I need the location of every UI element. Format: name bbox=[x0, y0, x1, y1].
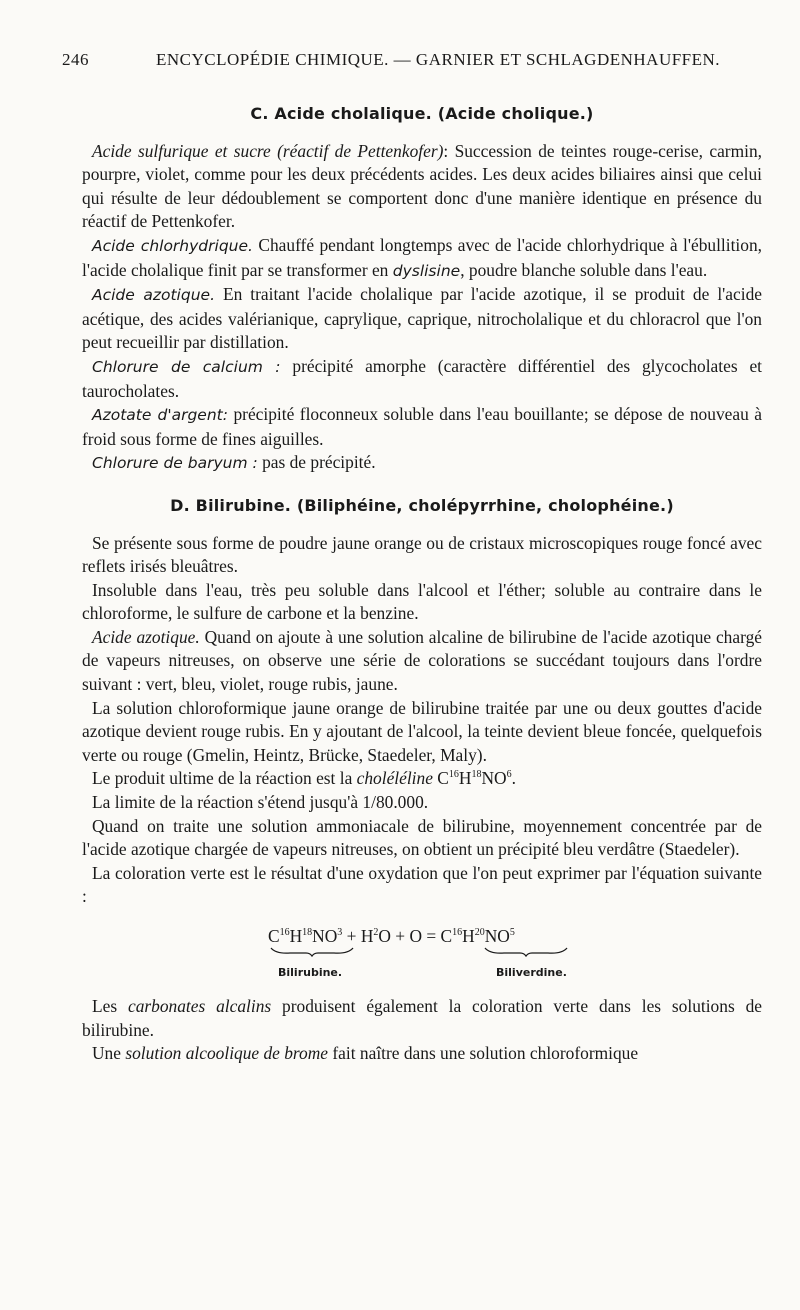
reagent-term: solution alcoolique de brome bbox=[125, 1043, 329, 1064]
reagent-term: Azotate d'argent: bbox=[92, 406, 228, 425]
reagent-term: Acide azotique. bbox=[92, 286, 215, 305]
paragraph: Quand on traite une solution ammoniacale de bilirubine, moyennement concentrée par de l'acide azotique chargée de vapeurs nitreuses, on obtient un précipité bleu verdâtre (Staedeler). bbox=[82, 815, 762, 860]
section-d-heading: D. Bilirubine. (Biliphéine, cholépyrrhine, cholophéine.) bbox=[170, 495, 674, 515]
paragraph bbox=[82, 626, 762, 697]
paragraph-text: : Succession de teintes rouge-cerise, carmin, pourpre, violet, comme pour les deux précédents acides. Les deux acides biliaires ainsi que celui qui résulte de leur dédoublement se comportent donc d'une manière identique en présence du réactif de Pettenkofer. bbox=[82, 140, 762, 232]
formula-water: $H^2O$ bbox=[360, 926, 391, 946]
formula-biliverdine: $C^{16}H^{20}NO^5$ bbox=[440, 926, 515, 946]
paragraph bbox=[82, 140, 762, 234]
paragraph-text: En traitant l'acide cholalique par l'acide azotique, il se produit de l'acide acétique, des acides valérianique, caprylique, caprique, nitrocholalique et du chloracrol que l'on peut recueillir par distillation. bbox=[82, 284, 762, 353]
paragraph: Une solution alcoolique de brome fait naître dans une solution chloroformique bbox=[92, 1043, 639, 1064]
paragraph-text: précipité floconneux soluble dans l'eau bouillante; se dépose de nouveau à froid sous forme de fines aiguilles. bbox=[82, 404, 762, 449]
reagent-term: Acide sulfurique et sucre (réactif de Pettenkofer) bbox=[92, 140, 444, 161]
plus-sign: + bbox=[390, 926, 410, 946]
paragraph-text: Quand on ajoute à une solution alcaline de bilirubine de l'acide azotique chargé de vapeurs nitreuses, on observe une série de colorations se succédant toujours dans l'ordre suivant : vert, bleu, violet, rouge rubis, jaune. bbox=[82, 626, 762, 695]
equals-sign: = bbox=[422, 926, 441, 946]
paragraph bbox=[82, 451, 762, 476]
reagent-term: Acide azotique. bbox=[92, 626, 200, 647]
reagent-term: Chlorure de calcium : bbox=[92, 357, 281, 376]
paragraph: La solution chloroformique jaune orange de bilirubine traitée par une ou deux gouttes d'acide azotique devient rouge rubis. En y ajoutant de l'alcool, la teinte devient bleue foncée, quelquefois verte ou rouge (Gmelin, Heintz, Brücke, Staedeler, Maly). bbox=[82, 697, 762, 765]
plus-sign: + bbox=[342, 926, 361, 946]
paragraph: Insoluble dans l'eau, très peu soluble dans l'alcool et l'éther; soluble au contraire dans le chloroforme, le sulfure de carbone et la benzine. bbox=[82, 579, 762, 624]
paragraph: Les carbonates alcalins produisent également la coloration verte dans les solutions de bilirubine. bbox=[82, 996, 762, 1040]
paragraph bbox=[82, 234, 762, 283]
paragraph: La limite de la réaction s'étend jusqu'à 1/80.000. bbox=[92, 792, 429, 813]
underbrace-left bbox=[270, 947, 354, 957]
formula: $C^{16}H^{18}NO^6$. bbox=[437, 768, 516, 789]
paragraph bbox=[82, 355, 762, 403]
paragraph-text: , poudre blanche soluble dans l'eau. bbox=[460, 259, 708, 280]
paragraph: La coloration verte est le résultat d'une oxydation que l'on peut exprimer par l'équation suivante : bbox=[82, 862, 762, 907]
formula-oxygen: O bbox=[409, 926, 423, 946]
formula-bilirubine: $C^{16}H^{18}NO^3$ bbox=[268, 926, 343, 946]
reagent-term: Acide chlorhydrique. bbox=[92, 236, 253, 255]
reagent-term: Chlorure de baryum : bbox=[92, 454, 258, 473]
reagent-term: carbonates alcalins bbox=[127, 996, 272, 1016]
equation-line bbox=[268, 925, 515, 949]
label-bilirubine: Bilirubine. bbox=[278, 966, 343, 979]
page-body bbox=[82, 102, 762, 1066]
product-term: dyslisine bbox=[392, 261, 461, 280]
section-c-heading: C. Acide cholalique. (Acide cholique.) bbox=[250, 104, 594, 123]
paragraph-text: Le produit ultime de la réaction est la bbox=[92, 768, 357, 789]
paragraph bbox=[82, 767, 762, 791]
paragraph-text: pas de précipité. bbox=[257, 452, 376, 473]
page-number: 246 bbox=[62, 50, 89, 69]
paragraph: Se présente sous forme de poudre jaune orange ou de cristaux microscopiques rouge foncé avec reflets irisés bleuâtres. bbox=[82, 532, 762, 577]
product-term: choléléline bbox=[356, 768, 433, 789]
running-title: ENCYCLOPÉDIE CHIMIQUE. — GARNIER ET SCHLAGDENHAUFFEN. bbox=[156, 50, 721, 69]
paragraph bbox=[82, 403, 762, 451]
paragraph-text: précipité amorphe (caractère différentiel des glycocholates et taurocholates. bbox=[82, 355, 762, 401]
paragraph-text: Chauffé pendant longtemps avec de l'acide chlorhydrique à l'ébullition, l'acide cholalique finit par se transformer en bbox=[82, 234, 762, 280]
paragraph bbox=[82, 283, 762, 355]
chemical-equation bbox=[82, 925, 762, 995]
underbrace-right bbox=[484, 947, 568, 957]
label-biliverdine: Biliverdine. bbox=[496, 966, 567, 979]
